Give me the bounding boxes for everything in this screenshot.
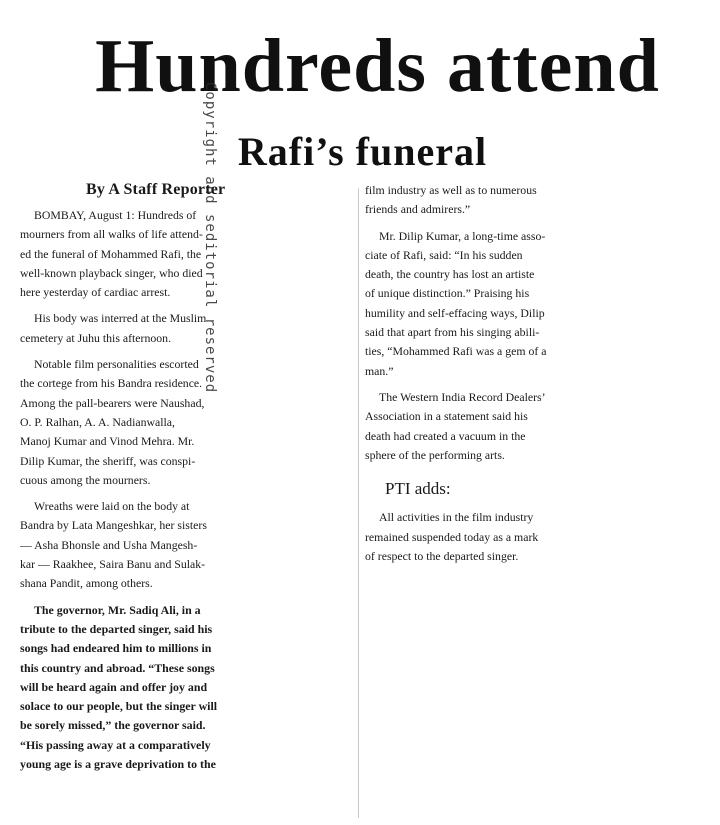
headline	[40, 23, 685, 195]
paragraph-wreaths: Wreaths were laid on the body at Bandra by Lata Mangeshkar, her sisters — Asha Bhonsle and Usha Mangesh- kar — Raakhee, Saira Banu and Sulak- shana Pandit, among others.	[20, 499, 207, 591]
paragraph-record-dealers: The Western India Record Dealers’ Association in a statement said his death had created a vacuum in the sphere of the performing arts.	[365, 389, 546, 462]
headline-line-1: Hundreds attend	[95, 24, 660, 109]
paragraph-burial: His body was interred at the Muslim cemetery at Juhu this afternoon.	[20, 311, 207, 345]
article-column-right	[365, 181, 713, 825]
paragraph-pall-bearers: Notable film personalities escorted the cortege from his Bandra residence. Among the pall-bearers were Naushad, O. P. Ralhan, A. A. Nadianwalla, Manoj Kumar and Vinod Mehra. Mr. Dilip Kumar, the sheriff, was conspi- cuous among the mourners.	[20, 357, 205, 487]
column-divider	[358, 188, 359, 818]
paragraph-governor-tribute: The governor, Mr. Sadiq Ali, in a tribute to the departed singer, said his songs had endeared him to millions in this country and abroad. “These songs will be heard again and offer joy and solace to our people, but the singer will be sorely missed,” the governor said. “His passing away at a comparatively young age is a grave deprivation to the	[20, 602, 218, 772]
paragraph-dateline: BOMBAY, August 1: Hundreds of mourners from all walks of life attend- ed the funeral of Mohammed Rafi, the well-known playback singer, who died here yesterday of cardiac arrest.	[20, 208, 203, 300]
copyright-watermark: Copyright and seditorial reserved	[202, 82, 218, 394]
article-column-left	[20, 180, 352, 825]
byline: By A Staff Reporter	[86, 181, 226, 198]
paragraph-film-industry: All activities in the film industry remained suspended today as a mark of respect to the departed singer.	[365, 510, 539, 564]
headline-line-2: Rafi’s funeral	[237, 129, 488, 175]
paragraph-dilip-kumar: Mr. Dilip Kumar, a long-time asso- ciate of Rafi, said: “In his sudden death, the country has lost an artiste of unique distinction.” Praising his humility and self-effacing ways, Dilip said that apart from his singing abili- ties, “Mohammed Rafi was a gem of a man.”	[365, 228, 547, 378]
pti-label: PTI adds:	[385, 479, 451, 499]
paragraph-continued: film industry as well as to numerous friends and admirers.”	[365, 183, 537, 217]
